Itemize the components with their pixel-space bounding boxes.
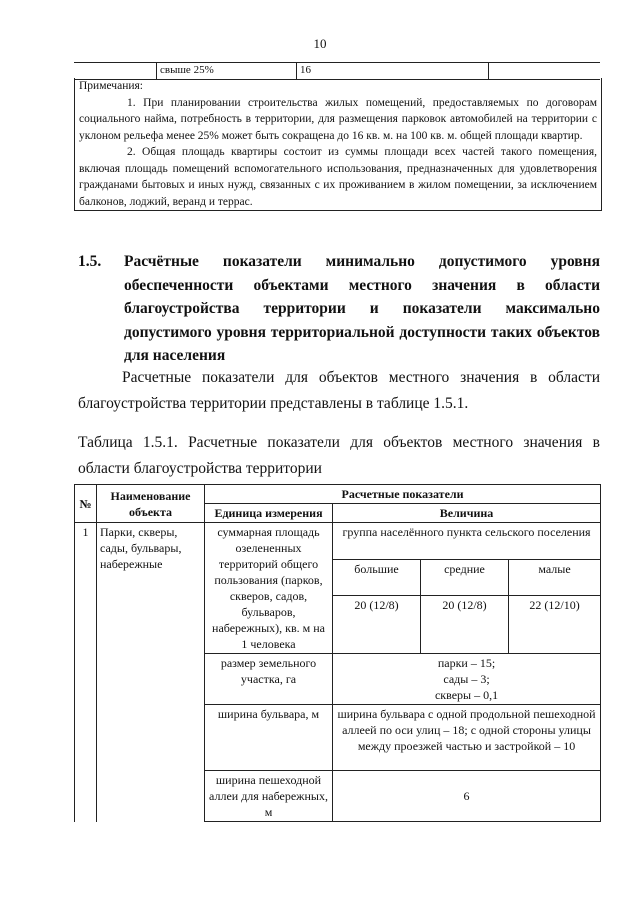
header-indicators: Расчетные показатели <box>205 485 601 504</box>
header-num: № <box>75 485 97 523</box>
value-large: 20 (12/8) <box>333 596 421 654</box>
plot-size-gardens: сады – 3; <box>443 672 490 686</box>
paragraph-text: Расчетные показатели для объектов местного значения в области благоустройства территории представлены в таблице 1.5.1. <box>78 369 600 412</box>
indicators-table <box>74 484 600 822</box>
size-small: малые <box>509 559 601 596</box>
notes-block <box>74 78 602 211</box>
plot-size-squares: скверы – 0,1 <box>434 688 499 702</box>
alley-width-value: 6 <box>333 771 601 822</box>
plot-size-parks: парки – 15; <box>437 656 496 670</box>
cell-divider <box>488 63 489 79</box>
section-heading <box>78 250 600 368</box>
section-number: 1.5. <box>78 253 102 270</box>
settlement-group: группа населённого пункта сельского поселения <box>333 523 601 560</box>
notes-title: Примечания: <box>79 80 143 92</box>
value-medium: 20 (12/8) <box>421 596 509 654</box>
section-title: Расчётные показатели минимально допустимого уровня обеспеченности объектами местного значения в области благоустройства территории и показатели максимально допустимого уровня территориальной доступности таких объектов для населения <box>124 253 600 364</box>
boulevard-width-value: ширина бульвара с одной продольной пешеходной аллеей по оси улиц – 18; с одной стороны улицы между проезжей частью и застройкой – 10 <box>333 705 601 771</box>
unit-green-area: суммарная площадь озелененных территорий общего пользования (парков, скверов, садов, бульваров, набережных), кв. м на 1 человека <box>205 523 333 654</box>
value-small: 22 (12/10) <box>509 596 601 654</box>
table-caption: Таблица 1.5.1. Расчетные показатели для объектов местного значения в области благоустройства территории <box>78 434 600 477</box>
cell-divider <box>156 63 157 79</box>
unit-plot-size: размер земельного участка, га <box>205 654 333 705</box>
unit-boulevard-width: ширина бульвара, м <box>205 705 333 771</box>
table-cell-slope: свыше 25% <box>160 64 214 76</box>
note-item-1: 1. При планировании строительства жилых помещений, предоставляемых по договорам социального найма, потребность в территории, для размещения парковок автомобилей на территории с уклоном рельефа менее 25% может быть сокращена до 16 кв. м. на 100 кв. м. общей площади квартир. <box>79 96 597 142</box>
cell-divider <box>296 63 297 79</box>
header-unit: Единица измерения <box>205 504 333 523</box>
table-cell-count: 16 <box>300 64 311 76</box>
plot-size-values <box>333 654 601 705</box>
header-value: Величина <box>333 504 601 523</box>
note-item-2: 2. Общая площадь квартиры состоит из суммы площади всех частей такого помещения, включая площадь помещений вспомогательного использования, предназначенных для удовлетворения гражданами бытовых и иных нужд, связанных с их проживанием в жилом помещении, за исключением балконов, лоджий, веранд и террас. <box>79 146 597 208</box>
header-name: Наименование объекта <box>97 485 205 523</box>
row-object-name: Парки, скверы, сады, бульвары, набережные <box>97 523 205 822</box>
size-large: большие <box>333 559 421 596</box>
body-paragraph <box>78 365 600 417</box>
page-number: 10 <box>313 36 327 51</box>
row-num: 1 <box>75 523 97 822</box>
size-medium: средние <box>421 559 509 596</box>
unit-alley-width: ширина пешеходной аллеи для набережных, м <box>205 771 333 822</box>
